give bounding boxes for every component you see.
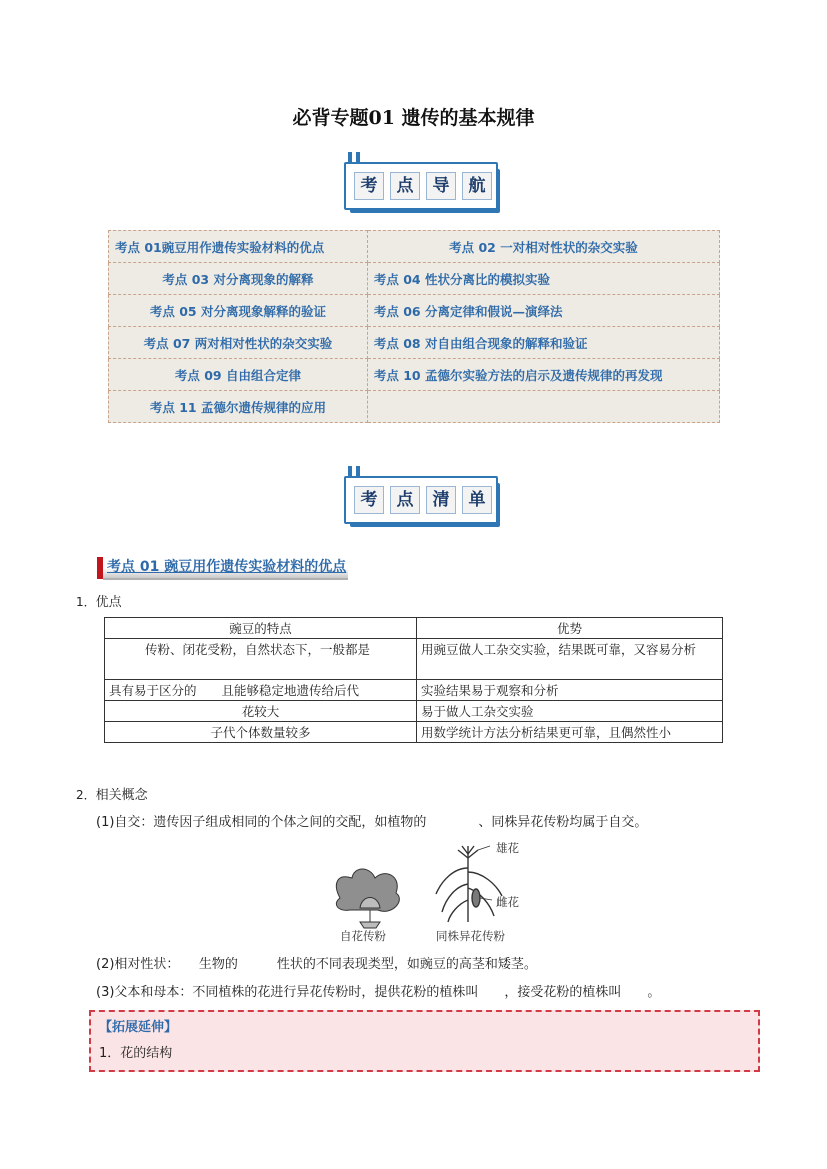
section-title: 豌豆用作遗传实验材料的优点 [164,559,347,575]
nav-link-02[interactable]: 考点 02 一对相对性状的杂交实验 [367,231,719,263]
item-2 [76,784,148,803]
badge-char: 考 [354,486,384,514]
page-title: 必背专题01 遗传的基本规律 [292,107,535,129]
corn-plant-icon [436,846,502,922]
nav-link-06[interactable]: 考点 06 分离定律和假说—演绎法 [367,295,719,327]
nav-link-09[interactable]: 考点 09 自由组合定律 [109,359,368,391]
concept-relative-trait: (2)相对性状： 生物的 性状的不同表现类型，如豌豆的高茎和矮茎。 [96,957,537,972]
topic-nav-table [108,230,720,423]
item-number: 1． [76,595,96,609]
badge-char: 导 [426,172,456,200]
pollination-figure [330,838,530,948]
list-badge [340,466,502,526]
table-cell: 易于做人工杂交实验 [417,701,723,722]
table-cell: 传粉、闭花受粉，自然状态下，一般都是 [105,639,417,680]
table-cell: 具有易于区分的 且能够稳定地遗传给后代 [105,680,417,701]
nav-link-10[interactable]: 考点 10 孟德尔实验方法的启示及遗传规律的再发现 [367,359,719,391]
nav-badge [340,152,502,212]
badge-char: 点 [390,486,420,514]
flower-icon [336,869,399,928]
pea-traits-table [104,617,723,743]
concept-self-pollination: (1)自交：遗传因子组成相同的个体之间的交配，如植物的 、同株异花传粉均属于自交。 [96,815,648,830]
nav-link-11[interactable]: 考点 11 孟德尔遗传规律的应用 [109,391,368,423]
badge-char: 航 [462,172,492,200]
table-header: 豌豆的特点 [105,618,417,639]
nav-link-05[interactable]: 考点 05 对分离现象解释的验证 [109,295,368,327]
nav-link-01[interactable]: 考点 01豌豆用作遗传实验材料的优点 [109,231,368,263]
table-header: 优势 [417,618,723,639]
item-label: 优点 [95,595,122,610]
nav-link-04[interactable]: 考点 04 性状分离比的模拟实验 [367,263,719,295]
item-label: 相关概念 [95,788,148,803]
table-cell: 用豌豆做人工杂交实验，结果既可靠，又容易分析 [417,639,723,680]
label-male-flower: 雄花 [496,841,519,855]
badge-char: 清 [426,486,456,514]
nav-link-03[interactable]: 考点 03 对分离现象的解释 [109,263,368,295]
item-number: 2． [76,788,96,802]
badge-char: 点 [390,172,420,200]
extension-heading: 【拓展延伸】 [99,1020,178,1035]
caption-same-plant-pollination: 同株异花传粉 [436,929,505,943]
table-cell: 实验结果易于观察和分析 [417,680,723,701]
nav-empty-cell [367,391,719,423]
concept-parents: (3)父本和母本：不同植株的花进行异花传粉时，提供花粉的植株叫 ，接受花粉的植株叫 。 [96,985,661,1000]
table-cell: 花较大 [105,701,417,722]
section-heading [97,557,348,579]
nav-link-07[interactable]: 考点 07 两对相对性状的杂交实验 [109,327,368,359]
table-cell: 用数学统计方法分析结果更可靠，且偶然性小 [417,722,723,743]
section-number: 考点 01 [107,559,160,575]
badge-char: 单 [462,486,492,514]
table-cell: 子代个体数量较多 [105,722,417,743]
extension-box [89,1010,760,1072]
item-1 [76,591,122,610]
extension-item: 1．花的结构 [99,1046,173,1061]
label-female-flower: 雌花 [496,895,519,909]
caption-self-pollination: 自花传粉 [340,929,386,943]
badge-char: 考 [354,172,384,200]
nav-link-08[interactable]: 考点 08 对自由组合现象的解释和验证 [367,327,719,359]
